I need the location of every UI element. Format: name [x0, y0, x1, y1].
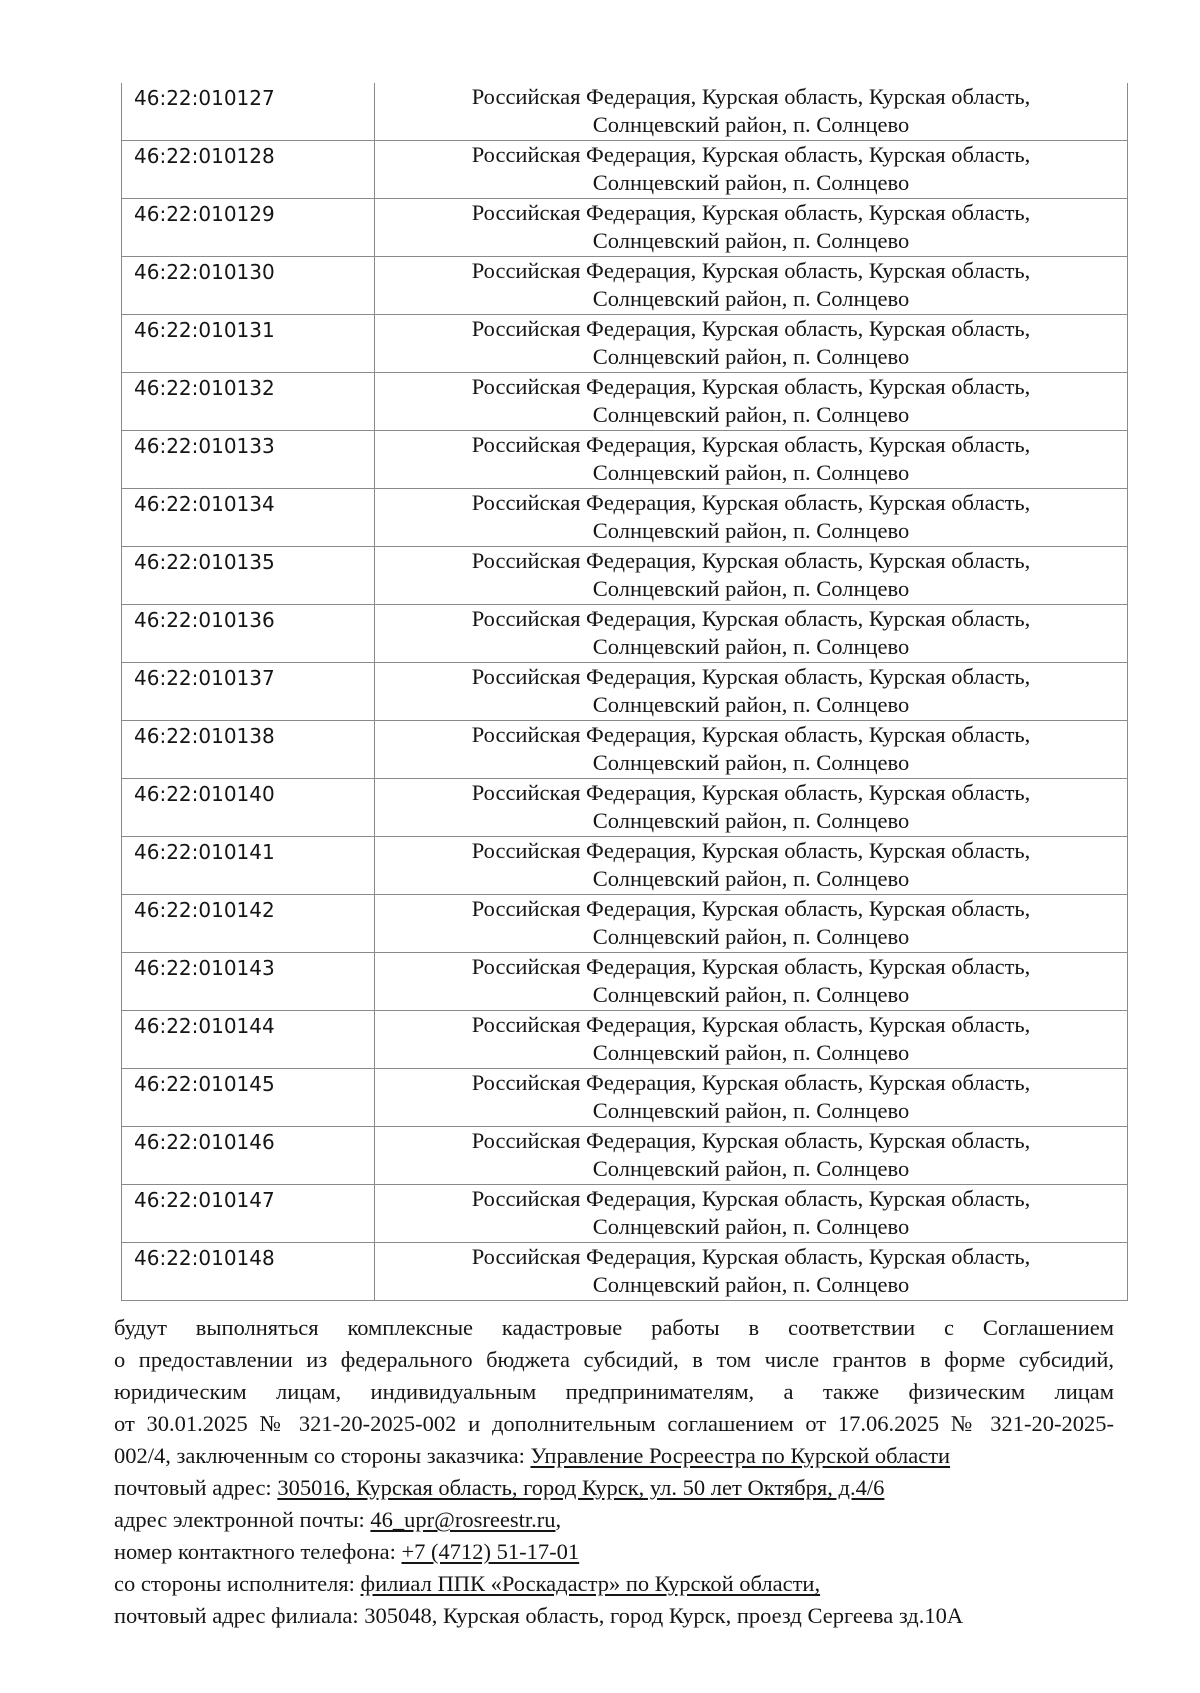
address-cell	[375, 489, 1128, 547]
address-cell	[375, 1185, 1128, 1243]
table-row	[122, 1243, 1128, 1301]
paragraph-line-3: юридическим лицам, индивидуальным предпринимателям, а также физическим лицам	[114, 1379, 1114, 1404]
address-line-1: Российская Федерация, Курская область, Курская область,	[471, 316, 1031, 341]
cadastral-number: 46:22:010135	[122, 547, 375, 605]
paragraph-line-1: будут выполняться комплексные кадастровые работы в соответствии с Соглашением	[114, 1315, 1114, 1340]
address-cell	[375, 1127, 1128, 1185]
cadastral-number: 46:22:010137	[122, 663, 375, 721]
contractor-line	[114, 1568, 1114, 1600]
address-line-2: Солнцевский район, п. Солнцево	[592, 460, 910, 485]
table-row	[122, 663, 1128, 721]
table-row	[122, 547, 1128, 605]
cadastral-number: 46:22:010145	[122, 1069, 375, 1127]
email-line	[114, 1504, 1114, 1536]
address-line-1: Российская Федерация, Курская область, Курская область,	[471, 258, 1031, 283]
address-line-1: Российская Федерация, Курская область, Курская область,	[471, 1012, 1031, 1037]
table-row	[122, 837, 1128, 895]
address-line-1: Российская Федерация, Курская область, Курская область,	[471, 432, 1031, 457]
address-line-2: Солнцевский район, п. Солнцево	[592, 924, 910, 949]
address-line-1: Российская Федерация, Курская область, Курская область,	[471, 374, 1031, 399]
address-cell	[375, 373, 1128, 431]
address-line-1: Российская Федерация, Курская область, Курская область,	[471, 780, 1031, 805]
address-cell	[375, 895, 1128, 953]
address-line-1: Российская Федерация, Курская область, Курская область,	[471, 954, 1031, 979]
address-cell	[375, 1069, 1128, 1127]
address-line-1: Российская Федерация, Курская область, Курская область,	[471, 142, 1031, 167]
address-cell	[375, 721, 1128, 779]
cadastral-number: 46:22:010146	[122, 1127, 375, 1185]
table-row	[122, 431, 1128, 489]
cadastral-number: 46:22:010128	[122, 141, 375, 199]
address-line-2: Солнцевский район, п. Солнцево	[592, 982, 910, 1007]
address-line-2: Солнцевский район, п. Солнцево	[592, 1214, 910, 1239]
address-cell	[375, 83, 1128, 141]
address-line-1: Российская Федерация, Курская область, Курская область,	[471, 200, 1031, 225]
address-line-1: Российская Федерация, Курская область, Курская область,	[471, 1070, 1031, 1095]
address-cell	[375, 1011, 1128, 1069]
table-row	[122, 1127, 1128, 1185]
address-line-1: Российская Федерация, Курская область, Курская область,	[471, 606, 1031, 631]
cadastral-number: 46:22:010130	[122, 257, 375, 315]
address-cell	[375, 837, 1128, 895]
address-line-2: Солнцевский район, п. Солнцево	[592, 170, 910, 195]
cadastral-number: 46:22:010134	[122, 489, 375, 547]
body-text	[114, 1312, 1114, 1632]
contractor-name: филиал ППК «Роскадастр» по Курской области,	[360, 1571, 821, 1596]
postal-label: почтовый адрес:	[114, 1475, 278, 1500]
address-line-1: Российская Федерация, Курская область, Курская область,	[471, 84, 1031, 109]
address-line-2: Солнцевский район, п. Солнцево	[592, 750, 910, 775]
table-row	[122, 257, 1128, 315]
customer-name: Управление Росреестра по Курской области	[530, 1443, 951, 1468]
email-label: адрес электронной почты:	[114, 1507, 371, 1532]
address-line-2: Солнцевский район, п. Солнцево	[592, 518, 910, 543]
address-cell	[375, 779, 1128, 837]
cadastral-number: 46:22:010133	[122, 431, 375, 489]
phone-number: +7 (4712) 51-17-01	[401, 1539, 580, 1564]
table-row	[122, 895, 1128, 953]
table-row	[122, 953, 1128, 1011]
address-line-2: Солнцевский район, п. Солнцево	[592, 344, 910, 369]
address-cell	[375, 1243, 1128, 1301]
address-line-1: Российская Федерация, Курская область, Курская область,	[471, 1128, 1031, 1153]
phone-label: номер контактного телефона:	[114, 1539, 402, 1564]
table-row	[122, 605, 1128, 663]
cadastral-number: 46:22:010147	[122, 1185, 375, 1243]
address-cell	[375, 257, 1128, 315]
address-line-1: Российская Федерация, Курская область, Курская область,	[471, 838, 1031, 863]
table-row	[122, 199, 1128, 257]
table-row	[122, 1011, 1128, 1069]
address-line-2: Солнцевский район, п. Солнцево	[592, 112, 910, 137]
cadastral-number: 46:22:010132	[122, 373, 375, 431]
table-row	[122, 83, 1128, 141]
address-cell	[375, 315, 1128, 373]
customer-prefix: 002/4, заключенным со стороны заказчика:	[114, 1443, 531, 1468]
address-line-2: Солнцевский район, п. Солнцево	[592, 692, 910, 717]
paragraph-line-4: от 30.01.2025 № 321-20-2025-002 и дополнительным соглашением от 17.06.2025 № 321-20-2025-	[114, 1411, 1114, 1436]
table-row	[122, 489, 1128, 547]
table-row	[122, 141, 1128, 199]
cadastral-number: 46:22:010141	[122, 837, 375, 895]
address-cell	[375, 953, 1128, 1011]
address-line-2: Солнцевский район, п. Солнцево	[592, 228, 910, 253]
address-line-2: Солнцевский район, п. Солнцево	[592, 1272, 910, 1297]
postal-address: 305016, Курская область, город Курск, ул. 50 лет Октября, д.4/6	[277, 1475, 885, 1500]
cadastral-quarters-table	[121, 83, 1128, 1301]
address-cell	[375, 663, 1128, 721]
cadastral-number: 46:22:010136	[122, 605, 375, 663]
address-line-2: Солнцевский район, п. Солнцево	[592, 576, 910, 601]
table-row	[122, 315, 1128, 373]
postal-address-line	[114, 1472, 1114, 1504]
cadastral-number: 46:22:010148	[122, 1243, 375, 1301]
address-line-1: Российская Федерация, Курская область, Курская область,	[471, 548, 1031, 573]
address-line-1: Российская Федерация, Курская область, Курская область,	[471, 896, 1031, 921]
address-line-1: Российская Федерация, Курская область, Курская область,	[471, 722, 1031, 747]
cadastral-number: 46:22:010131	[122, 315, 375, 373]
address-line-2: Солнцевский район, п. Солнцево	[592, 634, 910, 659]
address-line-1: Российская Федерация, Курская область, Курская область,	[471, 664, 1031, 689]
branch-postal-line: почтовый адрес филиала: 305048, Курская область, город Курск, проезд Сергеева зд.10А	[114, 1603, 964, 1628]
email-suffix: ,	[555, 1507, 562, 1532]
contractor-label: со стороны исполнителя:	[114, 1571, 361, 1596]
address-line-2: Солнцевский район, п. Солнцево	[592, 1156, 910, 1181]
cadastral-number: 46:22:010144	[122, 1011, 375, 1069]
address-cell	[375, 431, 1128, 489]
cadastral-number: 46:22:010143	[122, 953, 375, 1011]
table-body	[122, 83, 1128, 1301]
address-line-2: Солнцевский район, п. Солнцево	[592, 1040, 910, 1065]
table-row	[122, 1185, 1128, 1243]
cadastral-number: 46:22:010140	[122, 779, 375, 837]
cadastral-number: 46:22:010138	[122, 721, 375, 779]
address-line-2: Солнцевский район, п. Солнцево	[592, 402, 910, 427]
cadastral-number: 46:22:010129	[122, 199, 375, 257]
paragraph-line-5	[114, 1440, 1114, 1472]
phone-line	[114, 1536, 1114, 1568]
address-cell	[375, 547, 1128, 605]
paragraph-line-2: о предоставлении из федерального бюджета субсидий, в том числе грантов в форме субсидий,	[114, 1347, 1114, 1372]
email-address: 46_upr@rosreestr.ru	[370, 1507, 556, 1532]
address-line-2: Солнцевский район, п. Солнцево	[592, 286, 910, 311]
address-line-1: Российская Федерация, Курская область, Курская область,	[471, 1186, 1031, 1211]
table-row	[122, 373, 1128, 431]
address-cell	[375, 199, 1128, 257]
address-cell	[375, 141, 1128, 199]
address-line-1: Российская Федерация, Курская область, Курская область,	[471, 490, 1031, 515]
table-row	[122, 1069, 1128, 1127]
address-line-2: Солнцевский район, п. Солнцево	[592, 866, 910, 891]
address-line-1: Российская Федерация, Курская область, Курская область,	[471, 1244, 1031, 1269]
cadastral-number: 46:22:010127	[122, 83, 375, 141]
table-row	[122, 721, 1128, 779]
cadastral-number: 46:22:010142	[122, 895, 375, 953]
address-line-2: Солнцевский район, п. Солнцево	[592, 808, 910, 833]
address-cell	[375, 605, 1128, 663]
table-row	[122, 779, 1128, 837]
address-line-2: Солнцевский район, п. Солнцево	[592, 1098, 910, 1123]
